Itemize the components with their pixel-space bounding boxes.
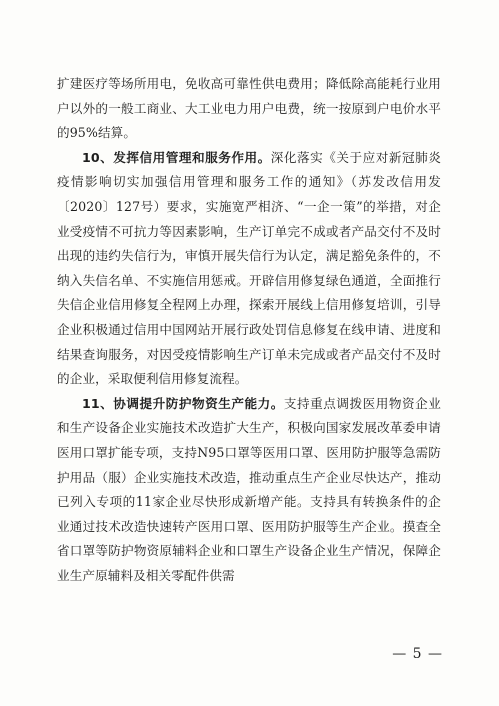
- section-heading: 11、协调提升防护物资生产能力。: [82, 395, 284, 411]
- paragraph-text: 支持重点调拨医用物资企业和生产设备企业实施技术改造扩大生产，积极向国家发展改革委申请医用口罩扩能专项，支持N95口罩等医用口罩、医用防护服等急需防护用品（服）企业实施技术改造，推动重点生产企业尽快达产，推动已列入专项的11家企业尽快形成新增产能。支持具有转换条件的企业通过技术改造快速转产医用口罩、医用防护服等生产企业。摸查全省口罩等防护物资原辅料企业和口罩生产设备企业生产情况，保障企业生产原辅料及相关零配件供需: [57, 395, 441, 583]
- page-number: — 5 —: [392, 646, 443, 662]
- paragraph-text: 深化落实《关于应对新冠肺炎疫情影响切实加强信用管理和服务工作的通知》（苏发改信用发〔2020〕127号）要求，实施宽严相济、“一企一策”的举措，对企业受疫情不可抗力等因素影响，生产订单完不成或者产品交付不及时出现的违约失信行为，审慎开展失信行为认定，满足豁免条件的，不纳入失信名单、不实施信用惩戒。开辟信用修复绿色通道，全面推行失信企业信用修复全程网上办理，探索开展线上信用修复培训，引导企业积极通过信用中国网站开展行政处罚信息修复在线申请、进度和结果查询服务，对因受疫情影响生产订单未完成或者产品交付不及时的企业，采取便利信用修复流程。: [57, 149, 441, 387]
- paragraph-credit-management: [57, 146, 441, 392]
- section-heading: 10、发挥信用管理和服务作用。: [82, 149, 271, 165]
- paragraph-text: 扩建医疗等场所用电，免收高可靠性供电费用；降低除高能耗行业用户以外的一般工商业、大工业电力用户电费，统一按原到户电价水平的95%结算。: [57, 76, 441, 141]
- paragraph-protective-supplies: [57, 392, 441, 589]
- body-text: [57, 72, 441, 588]
- paragraph-continuation: [57, 72, 441, 146]
